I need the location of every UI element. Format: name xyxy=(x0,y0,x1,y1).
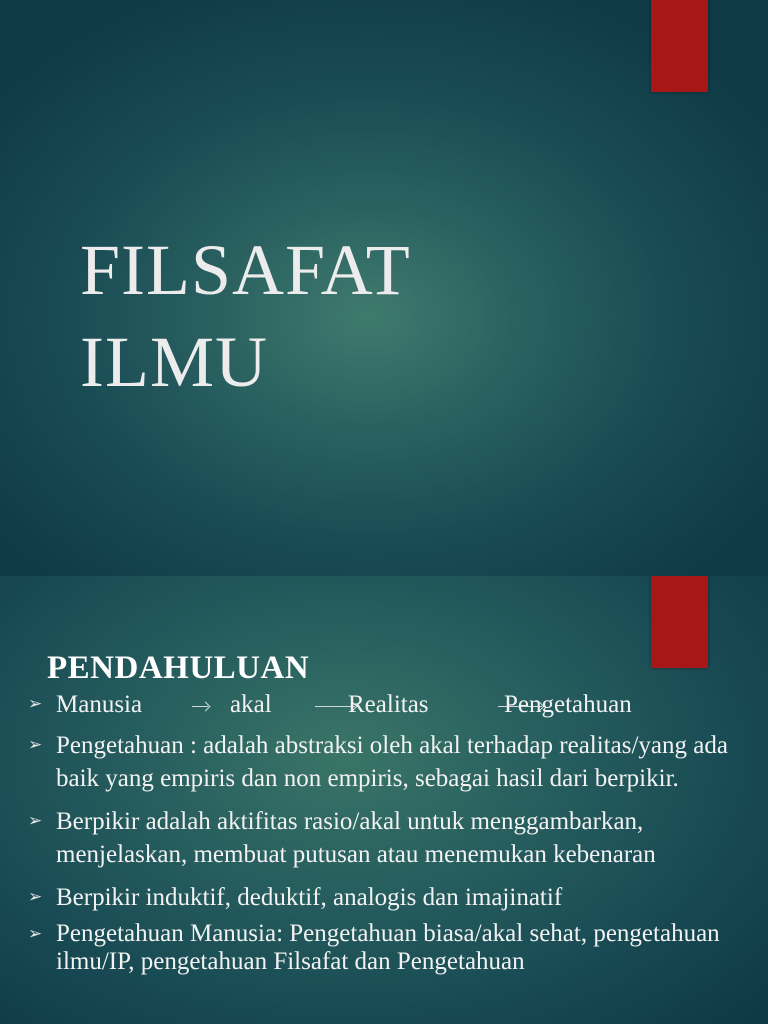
accent-bar xyxy=(651,576,708,668)
list-item xyxy=(28,920,740,976)
flow-step-akal: akal xyxy=(230,691,272,718)
bullet-arrow-icon: ➢ xyxy=(28,887,43,907)
content-slide xyxy=(0,576,768,1024)
title-line-2: ILMU xyxy=(80,322,268,402)
bullet-arrow-icon: ➢ xyxy=(28,811,43,831)
flow-step-realitas: Realitas xyxy=(348,691,429,718)
title-line-1: FILSAFAT xyxy=(80,230,411,310)
flow-step-pengetahuan: Pengetahuan xyxy=(504,691,632,718)
list-item xyxy=(28,881,740,914)
bullet-arrow-icon: ➢ xyxy=(28,735,43,755)
slide-title xyxy=(80,224,411,408)
bullet-text: Berpikir induktif, deduktif, analogis dan imajinatif xyxy=(56,884,563,911)
bullet-text: Pengetahuan : adalah abstraksi oleh akal terhadap realitas/yang ada baik yang empiris dan non empiris, sebagai hasil dari berpikir. xyxy=(56,732,728,792)
accent-bar xyxy=(651,0,708,92)
bullet-arrow-icon: ➢ xyxy=(28,924,43,944)
flow-arrow-icon xyxy=(192,706,208,707)
list-item xyxy=(28,729,740,795)
bullet-arrow-icon: ➢ xyxy=(28,694,43,714)
bullet-text: Pengetahuan Manusia: Pengetahuan biasa/akal sehat, pengetahuan ilmu/IP, pengetahuan Filsafat dan Pengetahuan xyxy=(56,920,720,975)
list-item xyxy=(28,805,740,871)
bullet-text: Berpikir adalah aktifitas rasio/akal untuk menggambarkan, menjelaskan, membuat putusan atau menemukan kebenaran xyxy=(56,808,656,868)
slide-heading: PENDAHULUAN xyxy=(47,650,310,686)
flow-bullet xyxy=(28,688,740,721)
bullet-list xyxy=(28,688,740,976)
flow-step-manusia: Manusia xyxy=(56,691,143,718)
